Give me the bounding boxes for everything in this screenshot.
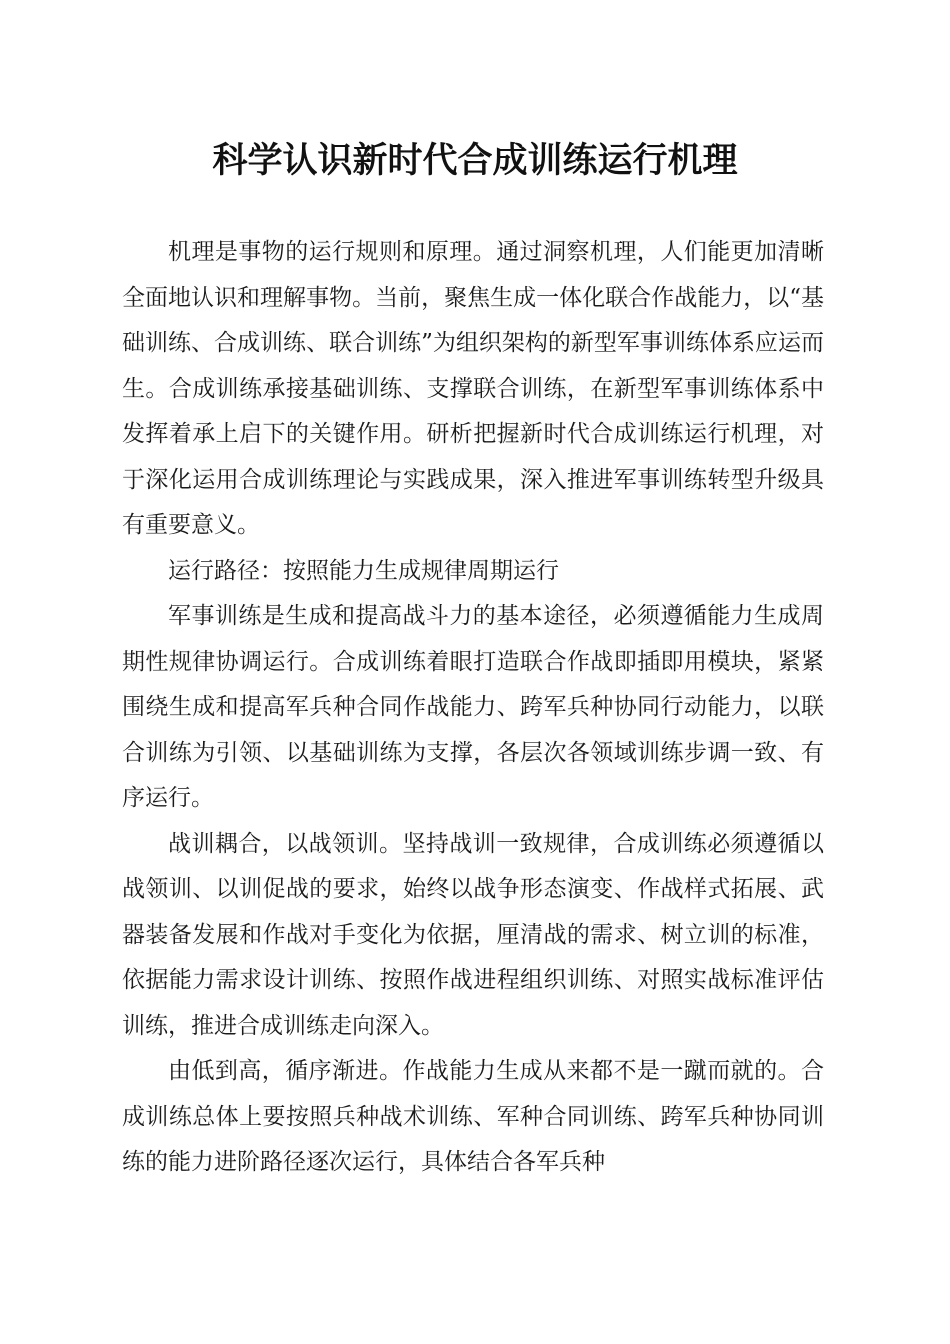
paragraph-intro: 机理是事物的运行规则和原理。通过洞察机理，人们能更加清晰全面地认识和理解事物。当前，聚焦生成一体化联合作战能力，以“基础训练、合成训练、联合训练”为组织架构的新型军事训练体系应运而生。合成训练承接基础训练、支撑联合训练，在新型军事训练体系中发挥着承上启下的关键作用。研析把握新时代合成训练运行机理，对于深化运用合成训练理论与实践成果，深入推进军事训练转型升级具有重要意义。 [122,239,824,538]
document-body [122,230,824,1186]
section-heading-operating-path: 运行路径：按照能力生成规律周期运行 [168,557,559,584]
paragraph-low-to-high: 由低到高，循序渐进。作战能力生成从来都不是一蹴而就的。合成训练总体上要按照兵种战术训练、军种合同训练、跨军兵种协同训练的能力进阶路径逐次运行，具体结合各军兵种 [122,1058,824,1175]
paragraph-operating-path: 军事训练是生成和提高战斗力的基本途径，必须遵循能力生成周期性规律协调运行。合成训练着眼打造联合作战即插即用模块，紧紧围绕生成和提高军兵种合同作战能力、跨军兵种协同行动能力，以联合训练为引领、以基础训练为支撑，各层次各领域训练步调一致、有序运行。 [122,603,824,811]
paragraph-combat-training-coupling: 战训耦合，以战领训。坚持战训一致规律，合成训练必须遵循以战领训、以训促战的要求，始终以战争形态演变、作战样式拓展、武器装备发展和作战对手变化为依据，厘清战的需求、树立训的标准，依据能力需求设计训练、按照作战进程组织训练、对照实战标准评估训练，推进合成训练走向深入。 [122,830,824,1039]
document-title: 科学认识新时代合成训练运行机理 [212,140,738,181]
